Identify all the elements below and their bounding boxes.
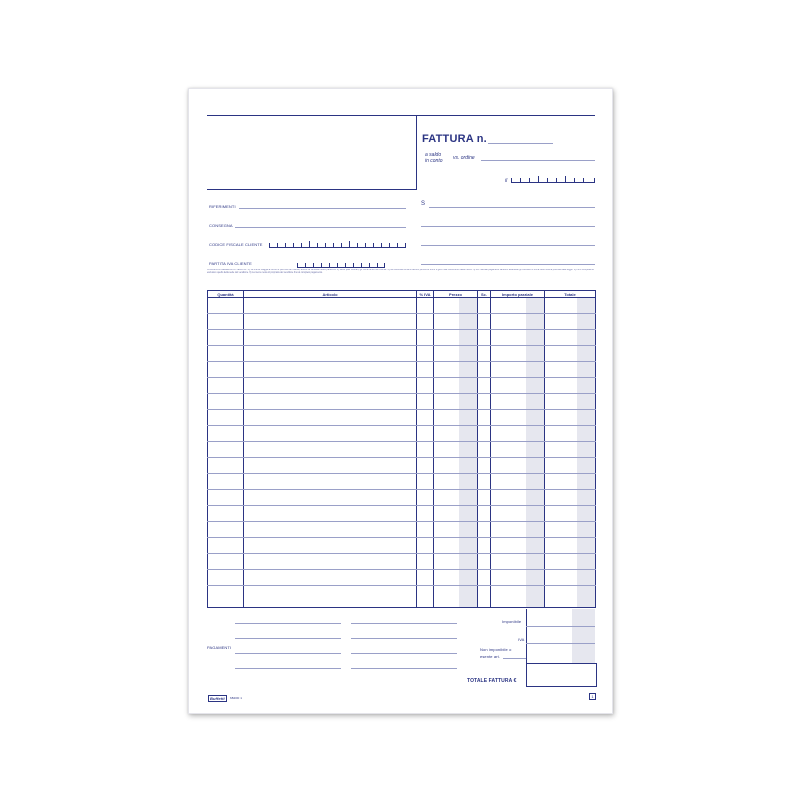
- header-prezzo: Prezzo: [449, 292, 462, 297]
- totale-fattura-box[interactable]: [526, 663, 597, 687]
- table-row: [207, 361, 596, 362]
- table-row: [207, 393, 596, 394]
- table-row: [207, 553, 596, 554]
- partita-iva-field[interactable]: [297, 261, 385, 268]
- table-row: [207, 441, 596, 442]
- address-line-4[interactable]: [421, 264, 595, 265]
- date-field[interactable]: [511, 176, 595, 183]
- general-conditions-text: CONDIZIONI GENERALI DI VENDITA - 1) La merce viaggia a rischio e pericolo del Cliente, anche se venduta franco partenza. 2) Salvo patti contrari, gli IVA a carico del Cliente. 3) Gli eventuali reclami devono pervenire entro 8 giorni dal ricevimento della merce. 4) Per ritardati pagamenti saranno addebitati gli interessi di mora nella misura prevista dalla legge. 5) Foro competente esclusivo quello della sede del venditore. 6) La merce resta di proprietà del venditore fino al completo pagamento.: [207, 269, 594, 274]
- table-row: [207, 329, 596, 330]
- col-sep-2: [416, 290, 417, 608]
- col-sep-6: [544, 290, 545, 608]
- payment-line[interactable]: [235, 623, 341, 624]
- codice-fiscale-label: CODICE FISCALE CLIENTE: [209, 242, 263, 247]
- date-mark: il: [505, 178, 508, 184]
- page-number: 1: [589, 693, 596, 700]
- col-sep-4: [477, 290, 478, 608]
- header-articolo: Articolo: [322, 292, 338, 297]
- address-line-1[interactable]: [429, 207, 595, 208]
- riferimenti-label: RIFERIMENTI: [209, 204, 236, 209]
- consegna-label: CONSEGNA: [209, 223, 233, 228]
- table-row: [207, 345, 596, 346]
- iva-line[interactable]: [526, 643, 595, 644]
- pagamenti-label: PAGAMENTI: [207, 645, 232, 650]
- imponibile-label: Imponibile: [502, 619, 522, 624]
- ordine-line[interactable]: [481, 160, 595, 161]
- header-quantita: Quantità: [217, 292, 234, 297]
- invoice-sheet: [188, 88, 613, 714]
- payment-line[interactable]: [351, 623, 457, 624]
- table-row: [207, 409, 596, 410]
- iva-label: IVA: [518, 637, 525, 642]
- form-code: 6820D 1: [230, 696, 243, 700]
- conto-label: in conto: [425, 158, 443, 164]
- partita-iva-label: PARTITA IVA CLIENTE: [209, 261, 252, 266]
- addressee-mark: S: [421, 201, 426, 207]
- payment-line[interactable]: [235, 638, 341, 639]
- table-row: [207, 569, 596, 570]
- payment-line[interactable]: [235, 668, 341, 669]
- table-row: [207, 457, 596, 458]
- ordine-label: vs. ordine: [453, 155, 475, 161]
- saldo-label: a saldo: [425, 152, 442, 158]
- payment-line[interactable]: [235, 653, 341, 654]
- address-line-3[interactable]: [421, 245, 595, 246]
- table-row: [207, 521, 596, 522]
- header-iva: % IVA: [419, 292, 431, 297]
- col-sep-1: [243, 290, 244, 608]
- imponibile-line[interactable]: [526, 626, 595, 627]
- consegna-line[interactable]: [235, 227, 406, 228]
- table-row: [207, 489, 596, 490]
- header-importo-parziale: Importo parziale: [502, 292, 533, 297]
- address-line-2[interactable]: [421, 226, 595, 227]
- payment-line[interactable]: [351, 668, 457, 669]
- header-divider: [416, 115, 417, 189]
- invoice-number-line[interactable]: [488, 143, 553, 144]
- non-imponibile-label: Non imponibile o: [480, 647, 512, 652]
- totale-fattura-label: TOTALE FATTURA €: [467, 678, 517, 684]
- header-top-rule: [207, 115, 595, 116]
- table-row: [207, 585, 596, 586]
- codice-fiscale-field[interactable]: [269, 241, 406, 248]
- table-row: [207, 505, 596, 506]
- col-sep-3: [433, 290, 434, 608]
- table-row: [207, 537, 596, 538]
- invoice-title: FATTURA n.: [422, 133, 487, 145]
- footer-totals-shade: [572, 609, 595, 663]
- table-row: [207, 473, 596, 474]
- esente-label: esente art.: [480, 654, 501, 659]
- header-totale: Totale: [564, 292, 576, 297]
- payment-line[interactable]: [351, 638, 457, 639]
- payment-line[interactable]: [351, 653, 457, 654]
- brand-logo: Buffetti: [210, 696, 225, 701]
- header-bottom-rule-left: [207, 189, 417, 190]
- riferimenti-line[interactable]: [239, 208, 406, 209]
- esente-art-line[interactable]: [503, 658, 526, 659]
- header-sconto: Sc.: [480, 292, 487, 297]
- table-row: [207, 313, 596, 314]
- table-row: [207, 377, 596, 378]
- col-sep-5: [490, 290, 491, 608]
- table-row: [207, 425, 596, 426]
